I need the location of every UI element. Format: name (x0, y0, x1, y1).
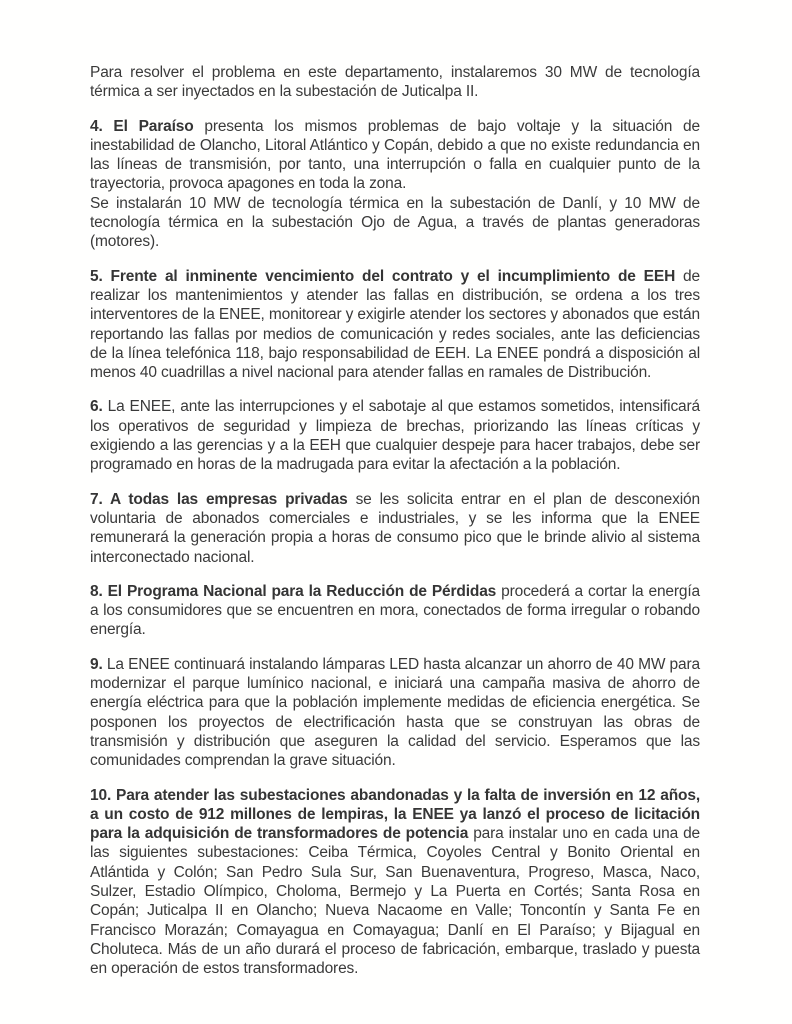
paragraph-4-continuation (90, 194, 700, 252)
paragraph-6-body: La ENEE, ante las interrupciones y el sabotaje al que estamos sometidos, intensificará los operativos de seguridad y limpieza de brechas, priorizando las líneas críticas y exigiendo a las gerencias y a la EEH que cualquier despeje para hacer trabajos, debe ser programado en horas de la madrugada para evitar la afectación a la población. (90, 398, 700, 474)
paragraph-7-lead: 7. A todas las empresas privadas (90, 490, 356, 508)
paragraph-7-body: se les solicita entrar en el plan de desconexión voluntaria de abonados comerciales e industriales, y se les informa que la ENEE remunerará la generación propia a horas de consumo pico que le brinde alivio al sistema interconectado nacional. (90, 490, 700, 566)
paragraph-5-lead: 5. Frente al inminente vencimiento del contrato y el incumplimiento de EEH (90, 267, 684, 285)
paragraph-intro-body: Para resolver el problema en este departamento, instalaremos 30 MW de tecnología térmica a ser inyectados en la subestación de Juticalpa II. (90, 64, 700, 101)
paragraph-4-continuation-body: Se instalarán 10 MW de tecnología térmica en la subestación de Danlí, y 10 MW de tecnología térmica en la subestación Ojo de Agua, a través de plantas generadoras (motores). (90, 194, 700, 251)
paragraph-intro (90, 63, 700, 102)
paragraph-7 (90, 490, 700, 567)
paragraph-8-lead: 8. El Programa Nacional para la Reducción de Pérdidas (90, 582, 502, 600)
paragraph-6-lead: 6. (90, 398, 108, 416)
paragraph-5-body: de realizar los mantenimientos y atender las fallas en distribución, se ordena a los tres interventores de la ENEE, monitorear y exigirle atender los sectores y abonados que están reportando las fallas por medios de comunicación y redes sociales, ante las deficiencias de la línea telefónica 118, bajo responsabilidad de EEH. La ENEE pondrá a disposición al menos 40 cuadrillas a nivel nacional para atender fallas en ramales de Distribución. (90, 267, 700, 382)
paragraph-9 (90, 655, 700, 771)
paragraph-10-lead: 10. Para atender las subestaciones abandonadas y la falta de inversión en 12 años, a un costo de 912 millones de lempiras, la ENEE ya lanzó el proceso de licitación para la adquisición de transformadores de potencia (90, 786, 700, 843)
paragraph-4 (90, 117, 700, 194)
paragraph-4-body: presenta los mismos problemas de bajo voltaje y la situación de inestabilidad de Olancho, Litoral Atlántico y Copán, debido a que no existe redundancia en las líneas de transmisión, por tanto, una interrupción o falla en cualquier punto de la trayectoria, provoca apagones en toda la zona. (90, 117, 700, 193)
paragraph-10 (90, 786, 700, 979)
paragraph-8-body: procederá a cortar la energía a los consumidores que se encuentren en mora, conectados de forma irregular o robando energía. (90, 582, 700, 639)
paragraph-5 (90, 267, 700, 383)
paragraph-9-body: La ENEE continuará instalando lámparas LED hasta alcanzar un ahorro de 40 MW para modernizar el parque lumínico nacional, e iniciará una campaña masiva de ahorro de energía eléctrica para que la población implemente medidas de eficiencia energética. Se posponen los proyectos de electrificación hasta que se construyan las obras de transmisión y distribución que aseguren la calidad del servicio. Esperamos que las comunidades comprendan la grave situación. (90, 655, 700, 770)
paragraph-4-lead: 4. El Paraíso (90, 117, 205, 135)
paragraph-9-lead: 9. (90, 655, 107, 673)
paragraph-10-body: para instalar uno en cada una de las siguientes subestaciones: Ceiba Térmica, Coyoles Central y Bonito Oriental en Atlántida y Colón; San Pedro Sula Sur, San Buenaventura, Progreso, Masca, Naco, Sulzer, Estadio Olímpico, Choloma, Bermejo y La Puerta en Cortés; Santa Rosa en Copán; Juticalpa II en Olancho; Nueva Nacaome en Valle; Toncontín y Santa Fe en Francisco Morazán; Comayagua en Comayagua; Danlí en El Paraíso; y Bijagual en Choluteca. Más de un año durará el proceso de fabricación, embarque, traslado y puesta en operación de estos transformadores. (90, 825, 701, 978)
paragraph-8 (90, 582, 700, 640)
paragraph-6 (90, 397, 700, 474)
